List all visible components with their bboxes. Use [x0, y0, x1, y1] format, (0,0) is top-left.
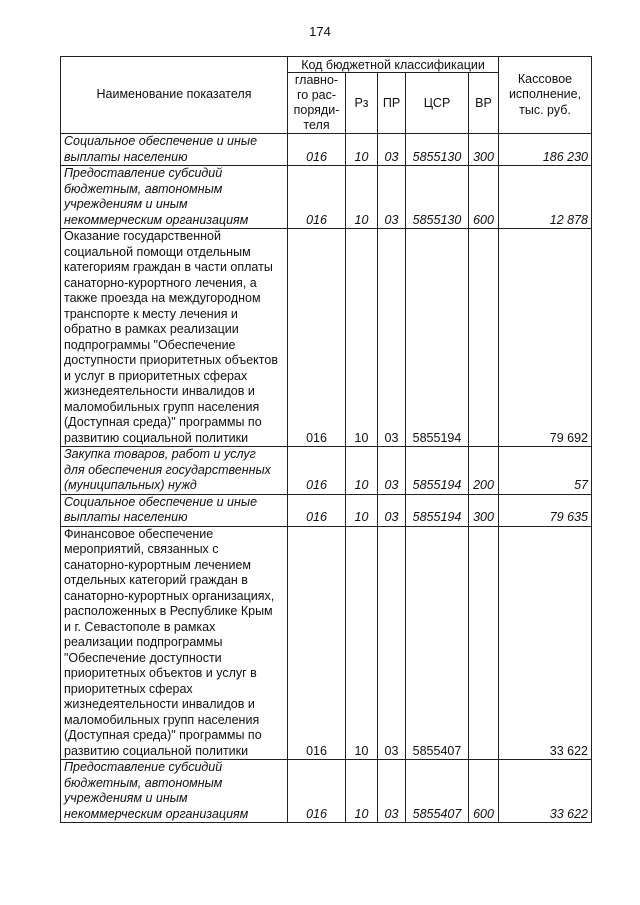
table-row [61, 229, 592, 447]
row-csr: 5855130 [406, 134, 469, 166]
row-csr: 5855194 [406, 229, 469, 447]
row-csr: 5855194 [406, 447, 469, 495]
table-row [61, 166, 592, 229]
table-row [61, 134, 592, 166]
table-row [61, 494, 592, 526]
row-pr: 03 [378, 134, 406, 166]
row-pr: 03 [378, 166, 406, 229]
header-vr: ВР [469, 73, 499, 134]
row-name: Закупка товаров, работ и услуг для обеспечения государственных (муниципальных) нужд [61, 447, 288, 495]
row-name: Социальное обеспечение и иные выплаты населению [61, 134, 288, 166]
row-name: Финансовое обеспечение мероприятий, связанных с санаторно-курортным лечением отдельных категорий граждан в санаторно-курортных организациях, расположенных в Республике Крым и г. Севастополе в рамках реализации подпрограммы "Обеспечение доступности приоритетных объектов и услуг в приоритетных сферах жизнедеятельности инвалидов и маломобильных групп населения (Доступная среда)" программы по развитию социальной политики [61, 526, 288, 760]
row-vr [469, 229, 499, 447]
row-amount: 79 635 [499, 494, 592, 526]
row-pr: 03 [378, 526, 406, 760]
row-amount: 12 878 [499, 166, 592, 229]
header-cash-execution: Кассовое исполнение, тыс. руб. [499, 57, 592, 134]
row-rz: 10 [346, 447, 378, 495]
row-rz: 10 [346, 526, 378, 760]
header-rz: Рз [346, 73, 378, 134]
table-row [61, 447, 592, 495]
row-vr [469, 526, 499, 760]
row-amount: 186 230 [499, 134, 592, 166]
row-vr: 300 [469, 134, 499, 166]
row-grbs: 016 [288, 494, 346, 526]
table-row [61, 526, 592, 760]
row-grbs: 016 [288, 166, 346, 229]
row-csr: 5855407 [406, 760, 469, 823]
page-number: 174 [309, 24, 331, 39]
table-header-row [61, 57, 592, 73]
row-rz: 10 [346, 760, 378, 823]
row-csr: 5855407 [406, 526, 469, 760]
row-amount: 79 692 [499, 229, 592, 447]
row-pr: 03 [378, 760, 406, 823]
row-csr: 5855130 [406, 166, 469, 229]
table-row [61, 760, 592, 823]
row-rz: 10 [346, 134, 378, 166]
row-pr: 03 [378, 229, 406, 447]
header-csr: ЦСР [406, 73, 469, 134]
header-budget-code: Код бюджетной классификации [288, 57, 499, 73]
row-amount: 57 [499, 447, 592, 495]
header-indicator-name: Наименование показателя [61, 57, 288, 134]
row-pr: 03 [378, 494, 406, 526]
row-rz: 10 [346, 229, 378, 447]
row-vr: 200 [469, 447, 499, 495]
row-amount: 33 622 [499, 526, 592, 760]
header-pr: ПР [378, 73, 406, 134]
row-grbs: 016 [288, 526, 346, 760]
row-grbs: 016 [288, 760, 346, 823]
row-rz: 10 [346, 494, 378, 526]
row-name: Социальное обеспечение и иные выплаты населению [61, 494, 288, 526]
row-vr: 300 [469, 494, 499, 526]
row-csr: 5855194 [406, 494, 469, 526]
row-name: Оказание государственной социальной помощи отдельным категориям граждан в части оплаты санаторно-курортного лечения, а также проезда на междугородном транспорте к месту лечения и обратно в рамках реализации подпрограммы "Обеспечение доступности приоритетных объектов и услуг в приоритетных сферах жизнедеятельности инвалидов и маломобильных групп населения (Доступная среда)" программы по развитию социальной политики [61, 229, 288, 447]
row-vr: 600 [469, 760, 499, 823]
row-rz: 10 [346, 166, 378, 229]
row-grbs: 016 [288, 134, 346, 166]
row-grbs: 016 [288, 229, 346, 447]
row-grbs: 016 [288, 447, 346, 495]
row-pr: 03 [378, 447, 406, 495]
row-name: Предоставление субсидий бюджетным, автономным учреждениям и иным некоммерческим организациям [61, 166, 288, 229]
budget-execution-table [60, 56, 592, 823]
row-name: Предоставление субсидий бюджетным, автономным учреждениям и иным некоммерческим организациям [61, 760, 288, 823]
header-grbs: главно- го рас- поряди- теля [288, 73, 346, 134]
row-vr: 600 [469, 166, 499, 229]
row-amount: 33 622 [499, 760, 592, 823]
